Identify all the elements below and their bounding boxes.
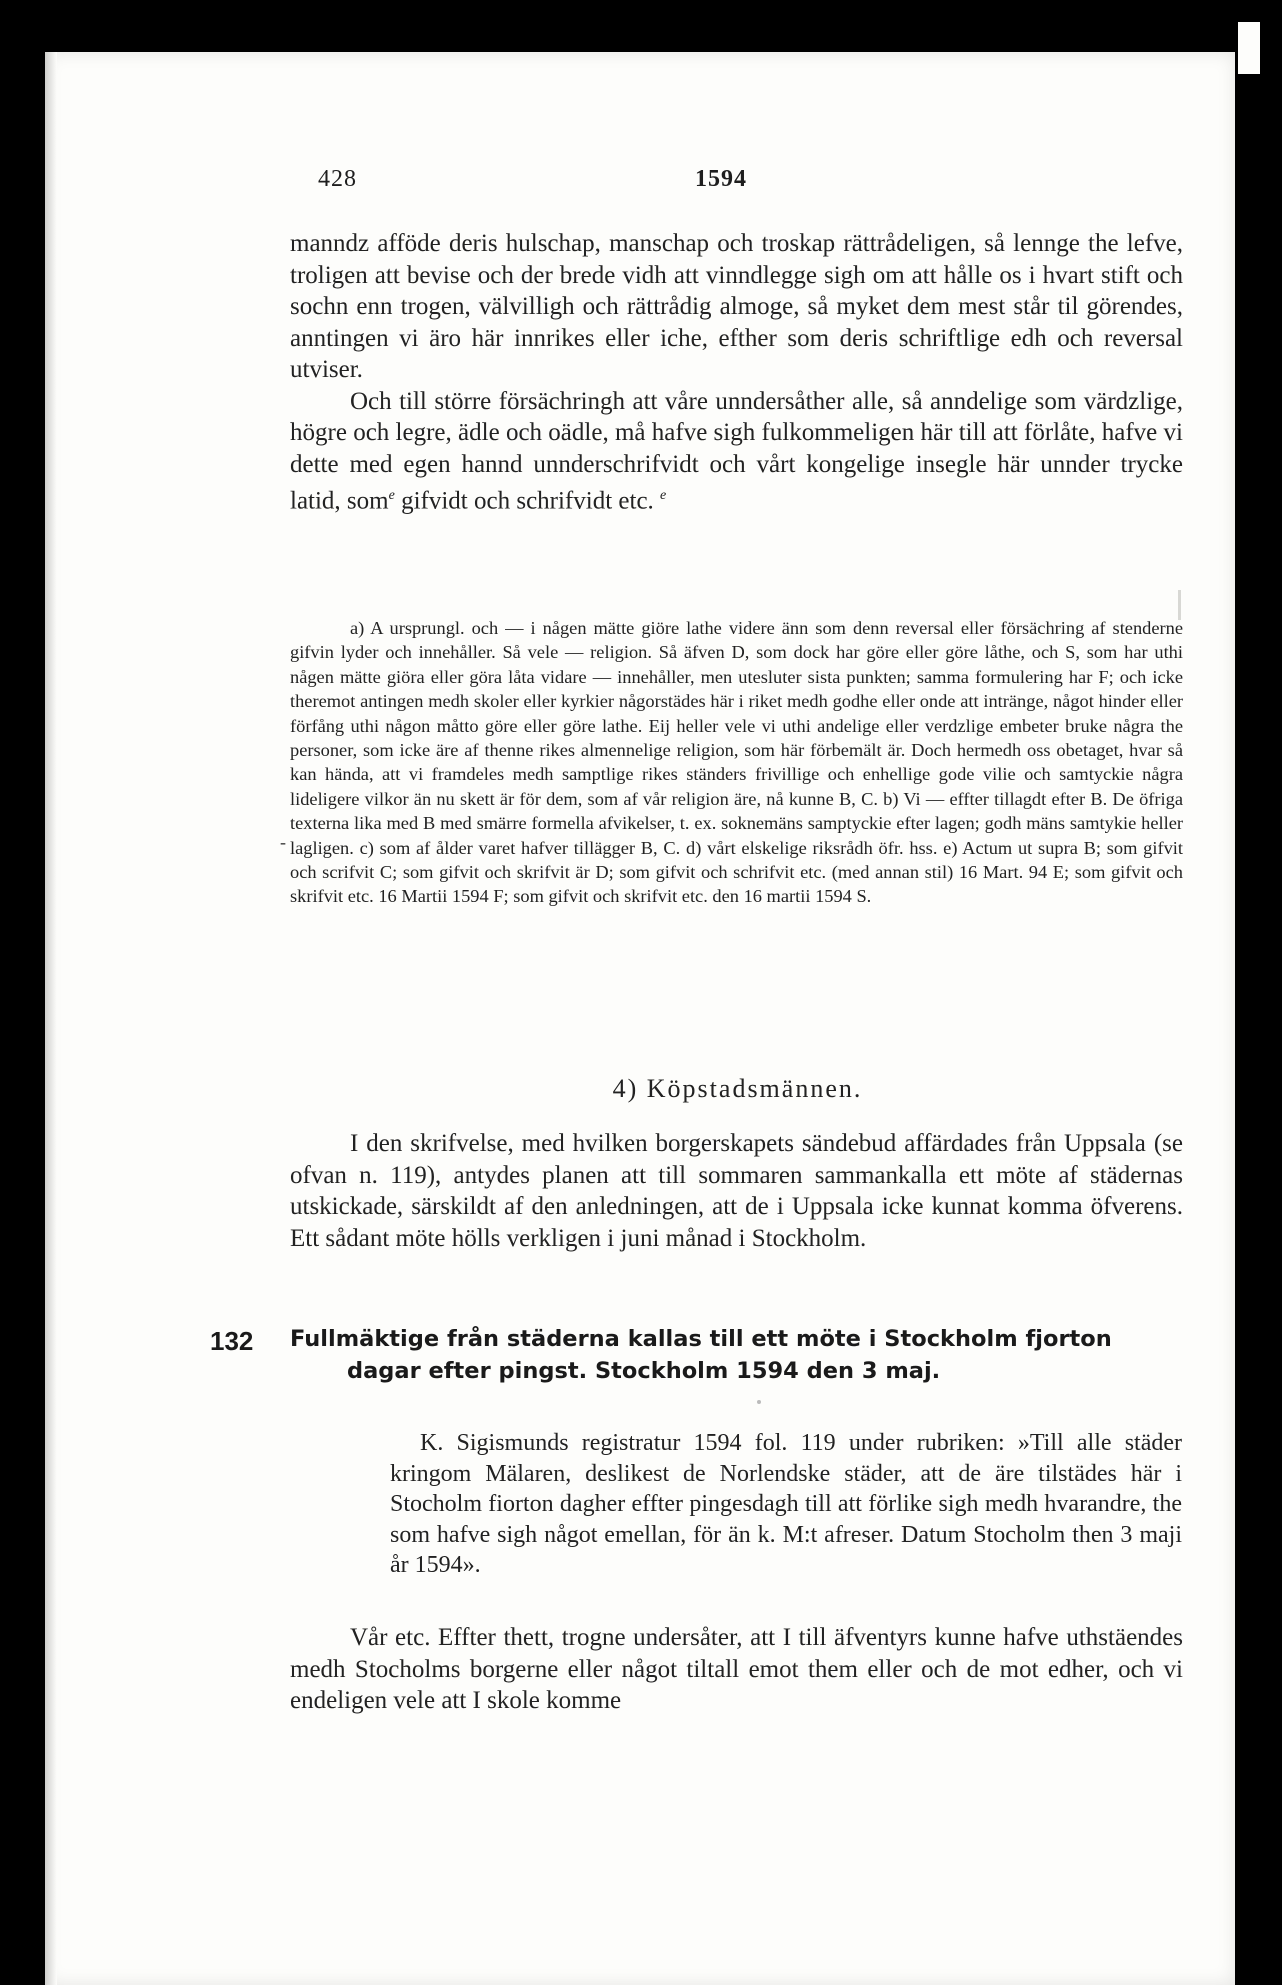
document-text (290, 1622, 1183, 1717)
footnote-mark-e: e (388, 488, 395, 503)
document-heading (290, 1323, 1190, 1387)
notes-paragraph: a) A ursprungl. och — i någen mätte giöre lathe videre änn som denn reversal eller försächring af stenderne gifvin lyder och innehåller. Så vele — religion. Så äfven D, som dock har göre eller göre låthe, och S, som har uthi någen mätte giöra eller göra låta vidare — innehåller, men utesluter sista punkten; samma formulering har F; och icke theremot antingen medh skoler eller kyrkier någorstädes här i riket medh godhe eller onde att intränge, något hinder eller förfång uthi någon måtto göre eller göre lathe. Eij heller vele vi uthi andelige eller verdzlige embeter bruke några the personer, som icke äre af thenne rikes almennelige religion, som här förbemält är. Doch hermedh oss obetaget, hvar så kan hända, att vi framdeles medh samptlige rikes ständers frivillige och enhellige gode vilie och samtyckie några lideligere vilkor än nu skett är för dem, som af vår religion äre, nå kunne B, C. b) Vi — effter tillagdt efter B. De öfriga texterna lika med B med smärre formella afvikelser, t. ex. soknemäns samptyckie efter lagen; godh mäns samtykie heller lagligen. c) som af ålder varet hafver tillägger B, C. d) vårt elskelige riksrådh öfr. hss. e) Actum ut supra B; som gifvit och scrifvit C; som gifvit och skrifvit är D; som gifvit och schrifvit etc. (med annan stil) 16 Mart. 94 E; som gifvit och skrifvit etc. 16 Martii 1594 F; som gifvit och skrifvit etc. den 16 martii 1594 S. (290, 618, 1183, 907)
paper-corner (1238, 22, 1260, 74)
running-head (290, 166, 1185, 202)
section-intro-paragraph: I den skrifvelse, med hvilken borgerskapets sändebud affärdades från Uppsala (se ofvan n. 119), antydes planen att till sommaren sammankalla ett möte af städernas utskickade, särskildt af den anledningen, att de i Uppsala icke kunnat komma öfverens. Ett sådant möte hölls verkligen i juni månad i Stockholm. (290, 1130, 1183, 1252)
regest-paragraph: K. Sigismunds registratur 1594 fol. 119 under rubriken: »Till alle städer kringom Mälaren, deslikest de Norlendske städer, att de äre tilstädes här i Stocholm fiorton dagher effter pingesdagh till att förlike sigh medh hvarandre, the som hafve sigh något emellan, för än k. M:t afreser. Datum Stocholm then 3 maji år 1594». (390, 1430, 1182, 1578)
textual-notes (290, 616, 1183, 909)
document-regest (390, 1428, 1182, 1581)
section-intro (290, 1128, 1183, 1254)
scan-top-border (0, 0, 1282, 52)
scan-right-border (1235, 0, 1282, 1985)
document-text-paragraph: Vår etc. Effter thett, trogne undersåter, att I till äfventyrs kunne hafve uthstäendes medh Stocholms borgerne eller något tiltall emot them eller och de mot edher, och vi endeligen vele att I skole komme (290, 1624, 1183, 1714)
document-heading-line-1: Fullmäktige från städerna kallas till ett möte i Stockholm fjorton (290, 1326, 1112, 1352)
section-title: 4) Köpstadsmännen. (612, 1074, 863, 1103)
main-text (290, 228, 1183, 517)
paragraph-1: manndz afföde deris hulschap, manschap och troskap rättrådeligen, så lennge the lefve, troligen att bevise och der brede vidh att vinndlegge sigh om att hålle os i hvart stift och sochn enn trogen, välvilligh och rättrådig almoge, så myket dem mest står til görendes, anntingen vi äro här innrikes eller iche, efther som deris schriftlige edh och reversal utviser. (290, 230, 1183, 383)
footnote-mark-e-2: e (660, 488, 667, 503)
running-year: 1594 (695, 166, 747, 192)
document-number: 132 (210, 1326, 254, 1356)
document-heading-line-2: dagar efter pingst. Stockholm 1594 den 3 maj. (347, 1358, 941, 1384)
paragraph-2: Och till större försächringh att våre unndersåther alle, så anndelige som värdzlige, högre och legre, ädle och oädle, må hafve sigh fulkommeligen här till att förlåte, hafve vi dette med egen hannd unnderschrifvidt och vårt kongelige insegle här unnder trycke latid, som$^e$ gifvidt och schrifvidt etc. $^e$ (290, 387, 1183, 515)
margin-mark: - (280, 832, 286, 852)
page-left-edge (45, 52, 57, 1985)
page-number: 428 (318, 166, 357, 192)
print-speck (757, 1400, 761, 1404)
